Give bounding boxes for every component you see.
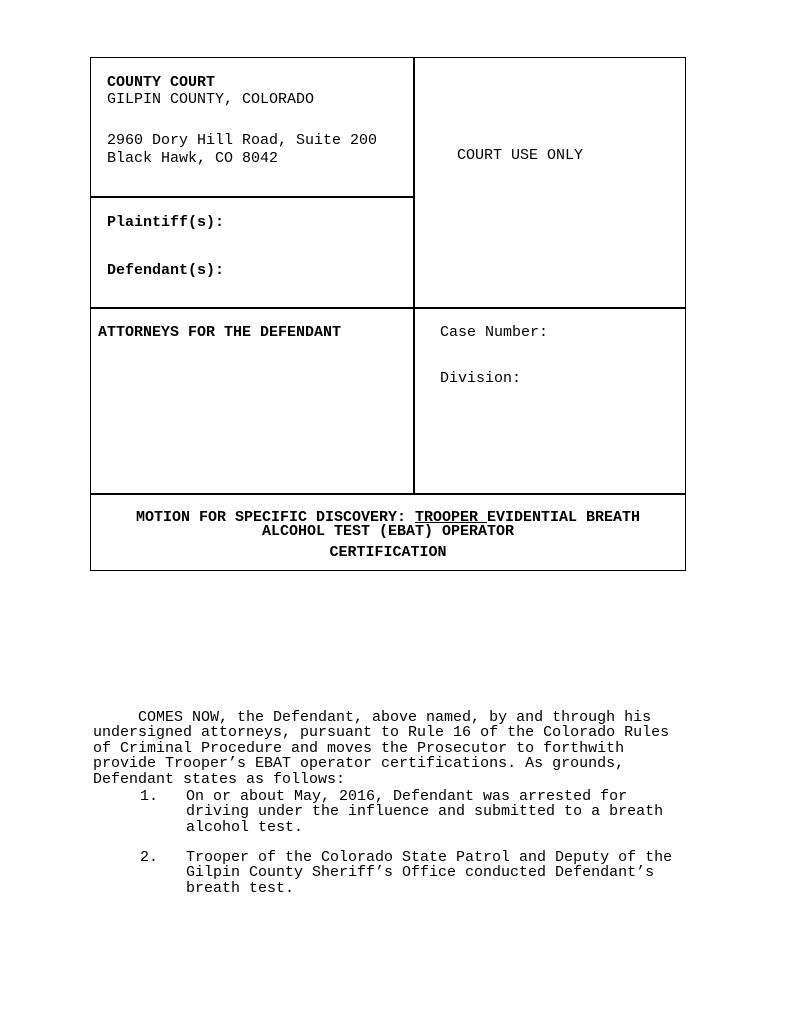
body-intro-line: provide Trooper’s EBAT operator certifications. As grounds, xyxy=(93,755,625,772)
body-intro-line: COMES NOW, the Defendant, above named, by and through his xyxy=(93,709,652,726)
list-item-number: 2. xyxy=(140,849,159,866)
list-item-number: 1. xyxy=(140,788,159,805)
title-suffix: EVIDENTIAL BREATH xyxy=(487,509,641,526)
body-intro-line: undersigned attorneys, pursuant to Rule 16 of the Colorado Rules xyxy=(93,724,670,741)
document-title-line2: ALCOHOL TEST (EBAT) OPERATOR xyxy=(261,523,515,540)
caption-divider-title xyxy=(90,493,686,495)
court-address-line2: Black Hawk, CO 8042 xyxy=(107,150,279,167)
list-item-line: driving under the influence and submitted to a breath xyxy=(186,803,664,820)
division-label: Division: xyxy=(440,370,522,387)
list-item-line: alcohol test. xyxy=(186,819,304,836)
caption-divider-court xyxy=(90,196,414,198)
body-intro-line: of Criminal Procedure and moves the Prosecutor to forthwith xyxy=(93,740,625,757)
case-number-label: Case Number: xyxy=(440,324,549,341)
plaintiff-label: Plaintiff(s): xyxy=(107,214,225,231)
court-name: COUNTY COURT xyxy=(107,74,216,91)
list-item-line: breath test. xyxy=(186,880,295,897)
caption-divider-parties xyxy=(90,307,686,309)
list-item-line: On or about May, 2016, Defendant was arrested for xyxy=(186,788,628,805)
list-item-line: Trooper of the Colorado State Patrol and Deputy of the xyxy=(186,849,673,866)
list-item-line: Gilpin County Sheriff’s Office conducted Defendant’s xyxy=(186,864,655,881)
title-prefix: MOTION FOR SPECIFIC DISCOVERY: xyxy=(135,509,415,526)
body-intro-line: Defendant states as follows: xyxy=(93,771,346,788)
attorneys-label: ATTORNEYS FOR THE DEFENDANT xyxy=(98,324,342,341)
document-title-line3: CERTIFICATION xyxy=(329,544,447,561)
court-address-line1: 2960 Dory Hill Road, Suite 200 xyxy=(107,132,378,149)
court-county: GILPIN COUNTY, COLORADO xyxy=(107,91,315,108)
defendant-label: Defendant(s): xyxy=(107,262,225,279)
court-use-only: COURT USE ONLY xyxy=(457,147,584,164)
title-underlined-word: TROOPER xyxy=(415,509,488,526)
caption-vertical-divider xyxy=(413,57,415,494)
